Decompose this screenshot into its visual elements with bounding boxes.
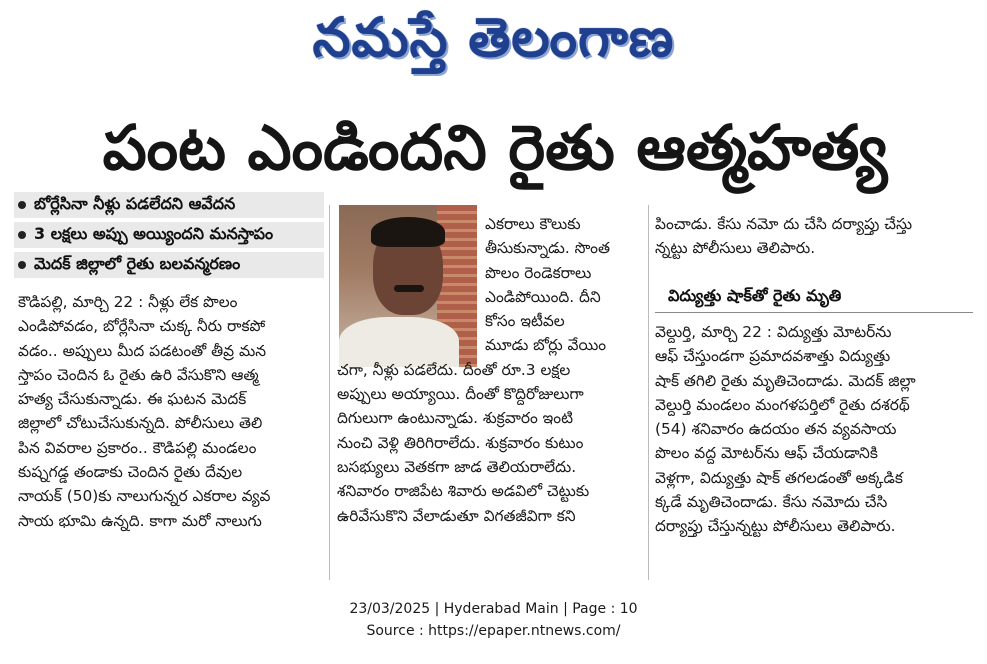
text-line: చగా, నీళ్లు పడలేదు. దీంతో రూ.3 లక్షల: [337, 360, 571, 379]
text-line: అప్పులు అయ్యాయి. దీంతో కొద్దిరోజులుగా: [337, 385, 584, 404]
article-column-1: [18, 290, 318, 533]
text-line: కుష్నగడ్డ తండాకు చెందిన రైతు దేవుల: [18, 463, 243, 482]
source-link[interactable]: Source : https://epaper.ntnews.com/: [366, 623, 621, 639]
text-line: నుంచి వెళ్లి తిరిగిరాలేదు. శుక్రవారం కుటుం: [337, 433, 584, 452]
text-line: వెల్దుర్తి మండలం మంగళపర్తిలో రైతు దశరథ్: [655, 395, 910, 414]
column-divider: [329, 205, 330, 580]
sub-article-body: [655, 320, 973, 539]
bullet-item: [14, 192, 324, 218]
text-line: ఆఫ్ చేస్తుండగా ప్రమాదవశాత్తు విద్యుత్తు: [655, 347, 891, 366]
text-line: పొలం వద్ద మోటర్‌ను ఆఫ్ చేయడానికి: [655, 444, 878, 463]
text-line: స్తాపం చెందిన ఓ రైతు ఉరి వేసుకొని ఆత్మ: [18, 365, 259, 384]
column-2-beside-photo: [485, 212, 642, 358]
bullet-item: [14, 252, 324, 278]
text-line: మూడు బోర్లు వేయిం: [485, 336, 607, 355]
bullet-icon: [18, 261, 26, 269]
article-column-2: [337, 212, 642, 528]
column-divider: [648, 205, 649, 580]
text-line: హత్య చేసుకున్నాడు. ఈ ఘటన మెదక్: [18, 390, 247, 409]
text-line: వెల్దుర్తి, మార్చి 22 : విద్యుత్తు మోటర్‌ను: [655, 323, 892, 341]
text-line: శనివారం రాజిపేట శివారు అడవిలో చెట్టుకు: [337, 482, 590, 501]
bullet-list: [14, 192, 324, 282]
text-line: దర్యాప్తు చేస్తున్నట్టు పోలీసులు తెలిపారు.: [655, 517, 896, 536]
article-column-3: [655, 212, 973, 261]
newspaper-logo: [0, 0, 987, 88]
text-line: దిగులుగా ఉంటున్నాడు. శుక్రవారం ఇంటి: [337, 409, 573, 428]
sub-article-headline: విద్యుత్తు షాక్‌తో రైతు మృతి: [668, 286, 842, 305]
text-line: ఉరివేసుకొని వేలాడుతూ విగతజీవిగా కని: [337, 506, 576, 525]
text-line: పొలం రెండెకరాలు: [485, 263, 592, 282]
headline: పంట ఎండిందని రైతు ఆత్మహత్య: [102, 111, 888, 184]
text-line: బసభ్యులు వెతకగా జాడ తెలియరాలేదు.: [337, 457, 577, 476]
bullet-icon: [18, 231, 26, 239]
text-line: పించాడు. కేసు నమో దు చేసి దర్యాప్తు చేస్తు: [655, 215, 913, 233]
text-line: క్కడే మృతిచెందాడు. కేసు నమోదు చేసి: [655, 493, 888, 512]
text-line: కౌడిపల్లి, మార్చి 22 : నీళ్లు లేక పొలం: [18, 293, 238, 311]
publication-info: 23/03/2025 | Hyderabad Main | Page : 10: [349, 601, 638, 617]
sub-article-divider: [655, 312, 973, 313]
text-line: షాక్ తగిలి రైతు మృతిచెందాడు. మెదక్ జిల్లా: [655, 371, 916, 390]
bullet-text: మెదక్ జిల్లాలో రైతు బలవన్మరణం: [34, 253, 241, 273]
text-line: న్నట్టు పోలీసులు తెలిపారు.: [655, 239, 816, 258]
text-line: ఎకరాలు కౌలుకు: [485, 215, 581, 233]
text-line: పిన వివరాల ప్రకారం.. కౌడిపల్లి మండలం: [18, 438, 257, 457]
text-line: జిల్లాలో చోటుచేసుకున్నది. పోలీసులు తెలి: [18, 414, 263, 433]
bullet-icon: [18, 201, 26, 209]
text-line: తీసుకున్నాడు. సొంత: [485, 239, 610, 258]
text-line: వడం.. అప్పులు మీద పడటంతో తీవ్ర మన: [18, 341, 267, 360]
text-line: వెళ్లగా, విద్యుత్తు షాక్ తగలడంతో అక్కడిక: [655, 468, 903, 487]
text-line: ఎండిపోయింది. దీని: [485, 287, 601, 306]
text-line: సాయ భూమి ఉన్నది. కాగా మరో నాలుగు: [18, 511, 262, 530]
bullet-text: బోర్లేసినా నీళ్లు పడలేదని ఆవేదన: [34, 193, 236, 213]
masthead-title: నమస్తే తెలంగాణ: [312, 5, 675, 69]
bullet-item: [14, 222, 324, 248]
text-line: కోసం ఇటీవల: [485, 312, 565, 331]
bullet-text: 3 లక్షలు అప్పు అయ్యిందని మనస్తాపం: [34, 223, 274, 243]
text-line: ఎండిపోవడం, బోర్లేసినా చుక్క నీరు రాకపో: [18, 317, 266, 336]
text-line: నాయక్ (50)కు నాలుగున్నర ఎకరాల వ్యవ: [18, 487, 271, 506]
text-line: (54) శనివారం ఉదయం తన వ్యవసాయ: [655, 420, 897, 439]
